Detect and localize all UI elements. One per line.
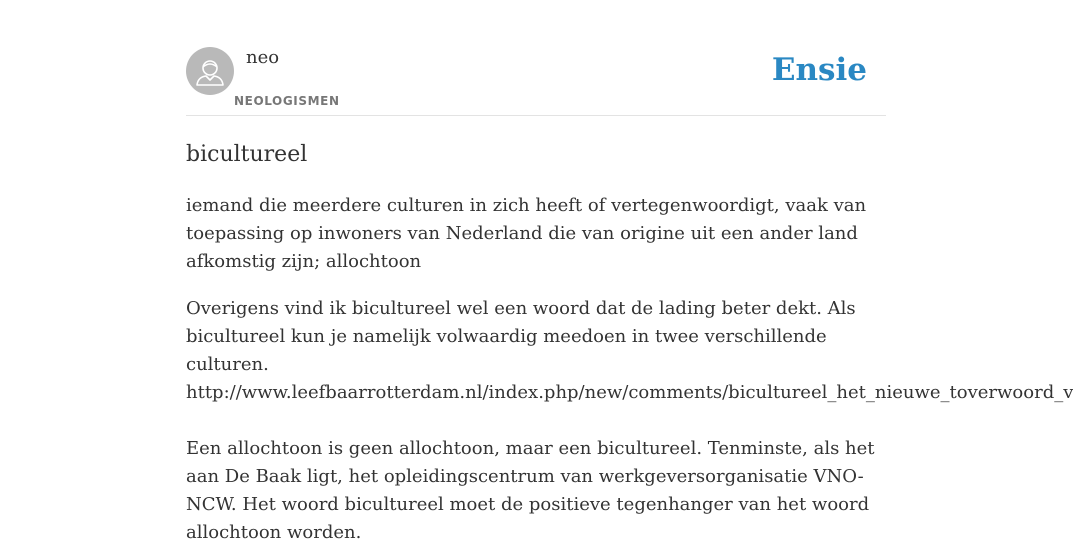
avatar[interactable]	[186, 47, 234, 95]
entry-card	[186, 0, 1073, 543]
paragraph-spacer	[186, 407, 886, 435]
example-paragraph: Een allochtoon is geen allochtoon, maar een bicultureel. Tenminste, als het aan De Baak ligt, het opleidingscentrum van werkgeversorganisatie VNO-NCW. Het woord bicultureel moet de positieve tegenhanger van het woord allochtoon worden.	[186, 438, 875, 543]
dictionary-name[interactable]: NEOLOGISMEN	[234, 94, 340, 108]
entry-definition: iemand die meerdere culturen in zich heeft of vertegenwoordigt, vaak van toepassing op inwoners van Nederland die van origine uit een ander land afkomstig zijn; allochtoon	[186, 195, 867, 272]
entry-example	[186, 295, 1073, 547]
entry-term: bicultureel	[186, 142, 308, 167]
site-logo[interactable]: Ensie	[771, 52, 867, 88]
author-name[interactable]: neo	[246, 47, 280, 68]
example-paragraph: Overigens vind ik bicultureel wel een woord dat de lading beter dekt. Als bicultureel kun je namelijk volwaardig meedoen in twee verschillende culturen.	[186, 298, 856, 375]
example-source-url: http://www.leefbaarrotterdam.nl/index.php/new/comments/bicultureel_het_nieuwe_toverwoord_v	[186, 382, 1073, 403]
entry-header	[186, 0, 886, 116]
user-silhouette-icon	[186, 47, 234, 95]
